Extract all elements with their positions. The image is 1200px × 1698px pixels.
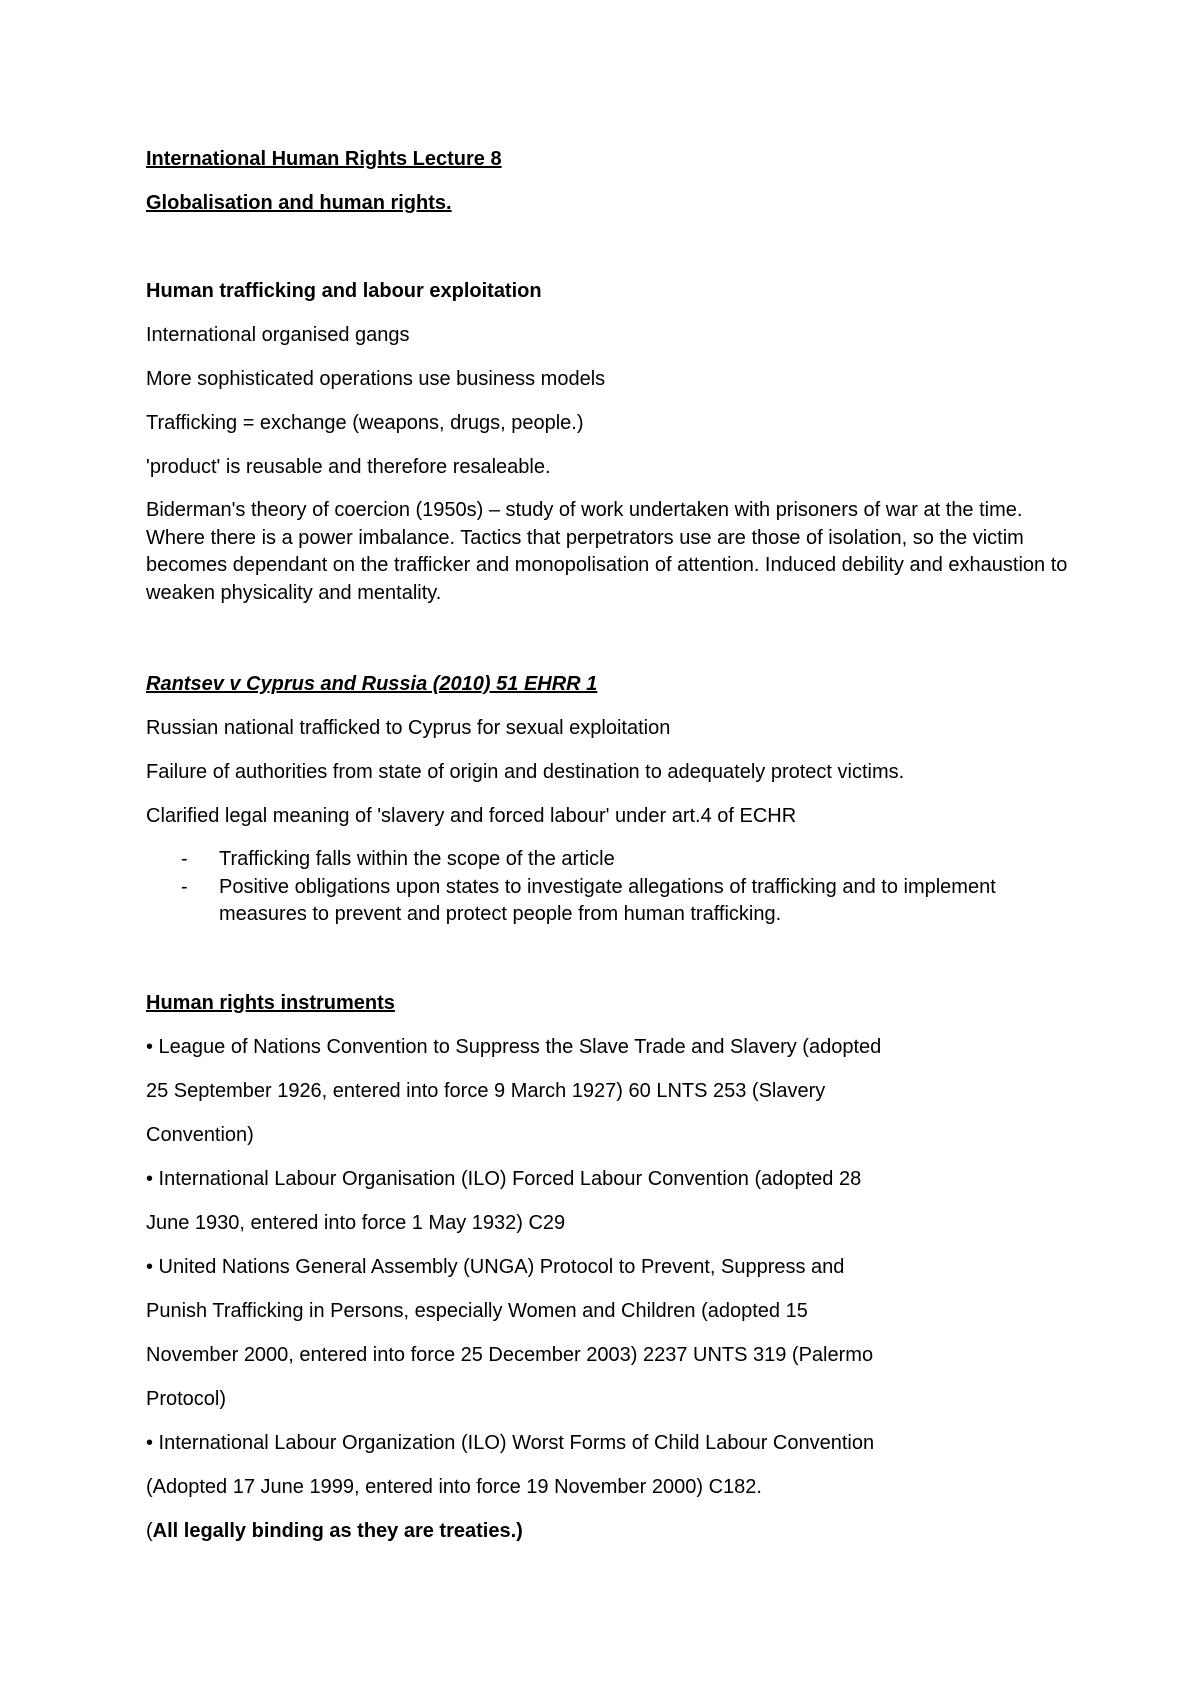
text-line: • International Labour Organization (ILO) Worst Forms of Child Labour Convention — [146, 1432, 875, 1454]
closing-note — [146, 1518, 523, 1544]
text-line: More sophisticated operations use business models — [146, 368, 606, 390]
text-line: • United Nations General Assembly (UNGA) Protocol to Prevent, Suppress and — [146, 1256, 845, 1278]
biderman-paragraph: Biderman's theory of coercion (1950s) – study of work undertaken with prisoners of war at the time. Where there is a power imbalance. Tactics that perpetrators use are those of isolation, so the victim becomes dependant on the trafficker and monopolisation of attention. Induced debility and exhaustion to weaken physicality and mentality. — [146, 499, 1068, 605]
section-heading-trafficking: Human trafficking and labour exploitation — [146, 280, 542, 302]
list-item-text: Trafficking falls within the scope of the article — [219, 848, 615, 870]
text-line: Convention) — [146, 1124, 254, 1146]
bullet-list — [146, 846, 1076, 929]
text-line: (Adopted 17 June 1999, entered into force 19 November 2000) C182. — [146, 1476, 762, 1498]
text-line: • International Labour Organisation (ILO) Forced Labour Convention (adopted 28 — [146, 1168, 862, 1190]
text-line: • League of Nations Convention to Suppress the Slave Trade and Slavery (adopted — [146, 1036, 882, 1058]
text-line: Russian national trafficked to Cyprus for sexual exploitation — [146, 717, 671, 739]
text-line: November 2000, entered into force 25 December 2003) 2237 UNTS 319 (Palermo — [146, 1344, 874, 1366]
text-line: Clarified legal meaning of 'slavery and forced labour' under art.4 of ECHR — [146, 805, 797, 827]
text-line: International organised gangs — [146, 324, 410, 346]
text-line: June 1930, entered into force 1 May 1932) C29 — [146, 1212, 566, 1234]
document-subtitle: Globalisation and human rights. — [146, 192, 452, 214]
list-item — [146, 874, 1076, 929]
list-item-text: Positive obligations upon states to investigate allegations of trafficking and to implement measures to prevent and protect people from human trafficking. — [219, 875, 996, 925]
list-item — [146, 846, 1076, 874]
text-line: Punish Trafficking in Persons, especially Women and Children (adopted 15 — [146, 1300, 808, 1322]
case-heading-rantsev: Rantsev v Cyprus and Russia (2010) 51 EHRR 1 — [146, 673, 598, 695]
text-line: Protocol) — [146, 1388, 227, 1410]
document-title: International Human Rights Lecture 8 — [146, 148, 502, 170]
text-line: Trafficking = exchange (weapons, drugs, people.) — [146, 412, 584, 434]
section-heading-instruments: Human rights instruments — [146, 992, 395, 1014]
dash-marker: - — [181, 848, 188, 870]
dash-marker: - — [181, 875, 188, 898]
text-line: Failure of authorities from state of origin and destination to adequately protect victims. — [146, 761, 905, 783]
text-line: 'product' is reusable and therefore resaleable. — [146, 456, 551, 478]
closing-note-bold: All legally binding as they are treaties.) — [152, 1520, 523, 1542]
closing-note-open: ( — [146, 1520, 153, 1542]
text-line: 25 September 1926, entered into force 9 March 1927) 60 LNTS 253 (Slavery — [146, 1080, 826, 1102]
